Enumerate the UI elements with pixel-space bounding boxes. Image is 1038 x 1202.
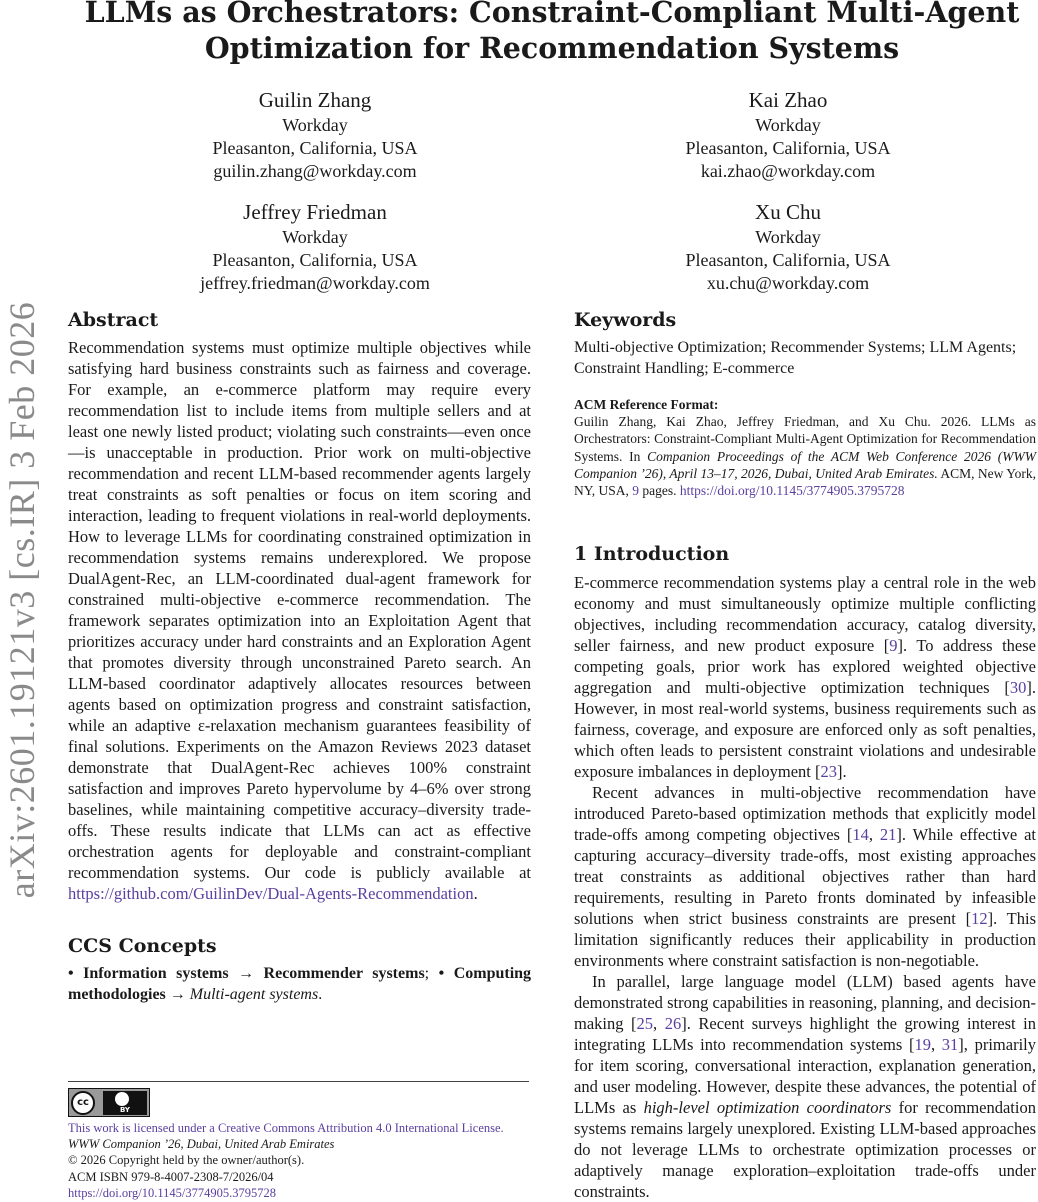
ccs-section [68, 934, 531, 1005]
ccs-text: • Information systems → Recommender systems; • Computing methodologies → Multi-agent systems. [68, 965, 532, 1003]
keywords-section [574, 308, 1036, 379]
copyright-line: © 2026 Copyright held by the owner/author(s). [68, 1153, 305, 1168]
intro-paragraph: In parallel, large language model (LLM) based agents have demonstrated strong capabilities in reasoning, planning, and decision-making [25, 26]. Recent surveys highlight the growing interest in integrating LLMs into recommendation systems [19, 31], primarily for item scoring, conversational interaction, explanation generation, and user modeling. However, despite these advances, the potential of LLMs as high-level optimization coordinators for recommendation systems remains largely unexplored. Existing LLM-based approaches do not leverage LLMs to orchestrate optimization processes or adaptively manage exploration–exploitation trade-offs under constraints. [574, 972, 1036, 1201]
author-location: Pleasanton, California, USA [685, 138, 891, 158]
arxiv-id: arXiv:2601.19121v3 [cs.IR] 3 Feb 2026 [2, 301, 42, 899]
license-block [68, 1120, 538, 1201]
author-location: Pleasanton, California, USA [685, 250, 891, 270]
title-line-2: Optimization for Recommendation Systems [204, 31, 900, 65]
author-name: Xu Chu [755, 200, 821, 224]
venue-line: WWW Companion ’26, Dubai, United Arab Emirates [68, 1137, 335, 1152]
introduction-heading: 1 Introduction [574, 543, 730, 565]
author-org: Workday [282, 227, 348, 247]
cc-icon: cc [71, 1091, 95, 1115]
isbn-line: ACM ISBN 979-8-4007-2308-7/2026/04 [68, 1169, 274, 1184]
author-name: Jeffrey Friedman [243, 200, 387, 224]
author-block [100, 88, 530, 183]
code-link[interactable]: https://github.com/GuilinDev/Dual-Agents-Recommendation [68, 884, 474, 903]
author-block [573, 200, 1003, 295]
author-email: xu.chu@workday.com [706, 273, 870, 293]
acm-ref-text: Guilin Zhang, Kai Zhao, Jeffrey Friedman, and Xu Chu. 2026. LLMs as Orchestrators: Constraint-Compliant Multi-Agent Optimization for Recommendation Systems. In Companion Proceedings of the ACM Web Conference 2026 (WWW Companion ’26), April 13–17, 2026, Dubai, United Arab Emirates. ACM, New York, NY, USA, 9 pages. https://doi.org/10.1145/3774905.3795728 [574, 414, 1036, 499]
author-email: kai.zhao@workday.com [700, 161, 876, 181]
author-email: jeffrey.friedman@workday.com [200, 273, 430, 293]
author-name: Kai Zhao [748, 88, 828, 112]
author-block [573, 88, 1003, 183]
keywords-heading: Keywords [574, 309, 677, 331]
keywords-text: Multi-objective Optimization; Recommender Systems; LLM Agents; Constraint Handling; E-commerce [574, 339, 1017, 377]
paper-title [60, 0, 1038, 66]
arxiv-stamp [0, 280, 44, 920]
author-name: Guilin Zhang [258, 88, 372, 112]
author-email: guilin.zhang@workday.com [213, 161, 417, 181]
introduction-section [574, 542, 1036, 1202]
abstract-text: Recommendation systems must optimize multiple objectives while satisfying hard business constraints such as fairness and coverage. For example, an e-commerce platform may require every recommendation list to include items from multiple sellers and at least one newly listed product; violating such constraints—even once—is unacceptable in production. Prior work on multi-objective recommendation and recent LLM-based recommender agents largely treat constraints as soft penalties or focus on item scoring and interaction, leading to frequent violations in real-world deployments. How to leverage LLMs for coordinating constrained optimization in recommendation systems remains underexplored. We propose DualAgent-Rec, an LLM-coordinated dual-agent framework for constrained multi-objective e-commerce recommendation. The framework separates optimization into an Exploitation Agent that prioritizes accuracy under hard constraints and an Exploration Agent that promotes diversity through unconstrained Pareto search. An LLM-based coordinator adaptively allocates resources between agents based on optimization progress and constraint satisfaction, while an adaptive ε-relaxation mechanism guarantees feasibility of final solutions. Experiments on the Amazon Reviews 2023 dataset demonstrate that DualAgent-Rec achieves 100% constraint satisfaction and improves Pareto hypervolume by 4–6% over strong baselines, while maintaining competitive accuracy–diversity trade-offs. These results indicate that LLMs can act as effective orchestration agents for deployable and constraint-compliant recommendation systems. Our code is publicly available at https://github.com/GuilinDev/Dual-Agents-Recommendation. [68, 338, 531, 903]
attribution-icon: BY [103, 1091, 147, 1115]
author-org: Workday [282, 115, 348, 135]
acm-reference [574, 396, 1036, 499]
author-block [100, 200, 530, 295]
author-org: Workday [755, 227, 821, 247]
abstract-heading: Abstract [68, 309, 159, 331]
author-org: Workday [755, 115, 821, 135]
author-location: Pleasanton, California, USA [212, 250, 418, 270]
cc-by-badge [68, 1088, 150, 1117]
title-line-1: LLMs as Orchestrators: Constraint-Compliant Multi-Agent [84, 0, 1020, 29]
acm-ref-heading: ACM Reference Format: [574, 397, 719, 412]
intro-paragraph: E-commerce recommendation systems play a central role in the web economy and must simultaneously optimize multiple conflicting objectives, including recommendation accuracy, catalog diversity, seller fairness, and new product exposure [9]. To address these competing goals, prior work has explored weighted objective aggregation and multi-objective optimization techniques [30]. However, in most real-world systems, business requirements such as fairness, coverage, and exposure are enforced only as soft penalties, which often leads to persistent constraint violations and undesirable exposure imbalances in deployment [23]. [574, 573, 1036, 781]
license-doi-link[interactable]: https://doi.org/10.1145/3774905.3795728 [68, 1185, 276, 1200]
doi-link[interactable]: https://doi.org/10.1145/3774905.3795728 [679, 483, 905, 499]
ccs-heading: CCS Concepts [68, 935, 217, 957]
intro-paragraph: Recent advances in multi-objective recommendation have introduced Pareto-based optimization methods that explicitly model trade-offs among competing objectives [14, 21]. While effective at capturing accuracy–diversity trade-offs, most existing approaches treat constraints as additional objectives rather than hard requirements, resulting in Pareto fronts dominated by infeasible solutions when strict business constraints are present [12]. This limitation significantly reduces their applicability in production environments where constraint satisfaction is non-negotiable. [574, 783, 1037, 970]
footnote-divider [68, 1081, 529, 1082]
author-location: Pleasanton, California, USA [212, 138, 418, 158]
abstract-section [68, 308, 531, 904]
license-link[interactable]: This work is licensed under a Creative Commons Attribution 4.0 International License. [68, 1121, 504, 1135]
